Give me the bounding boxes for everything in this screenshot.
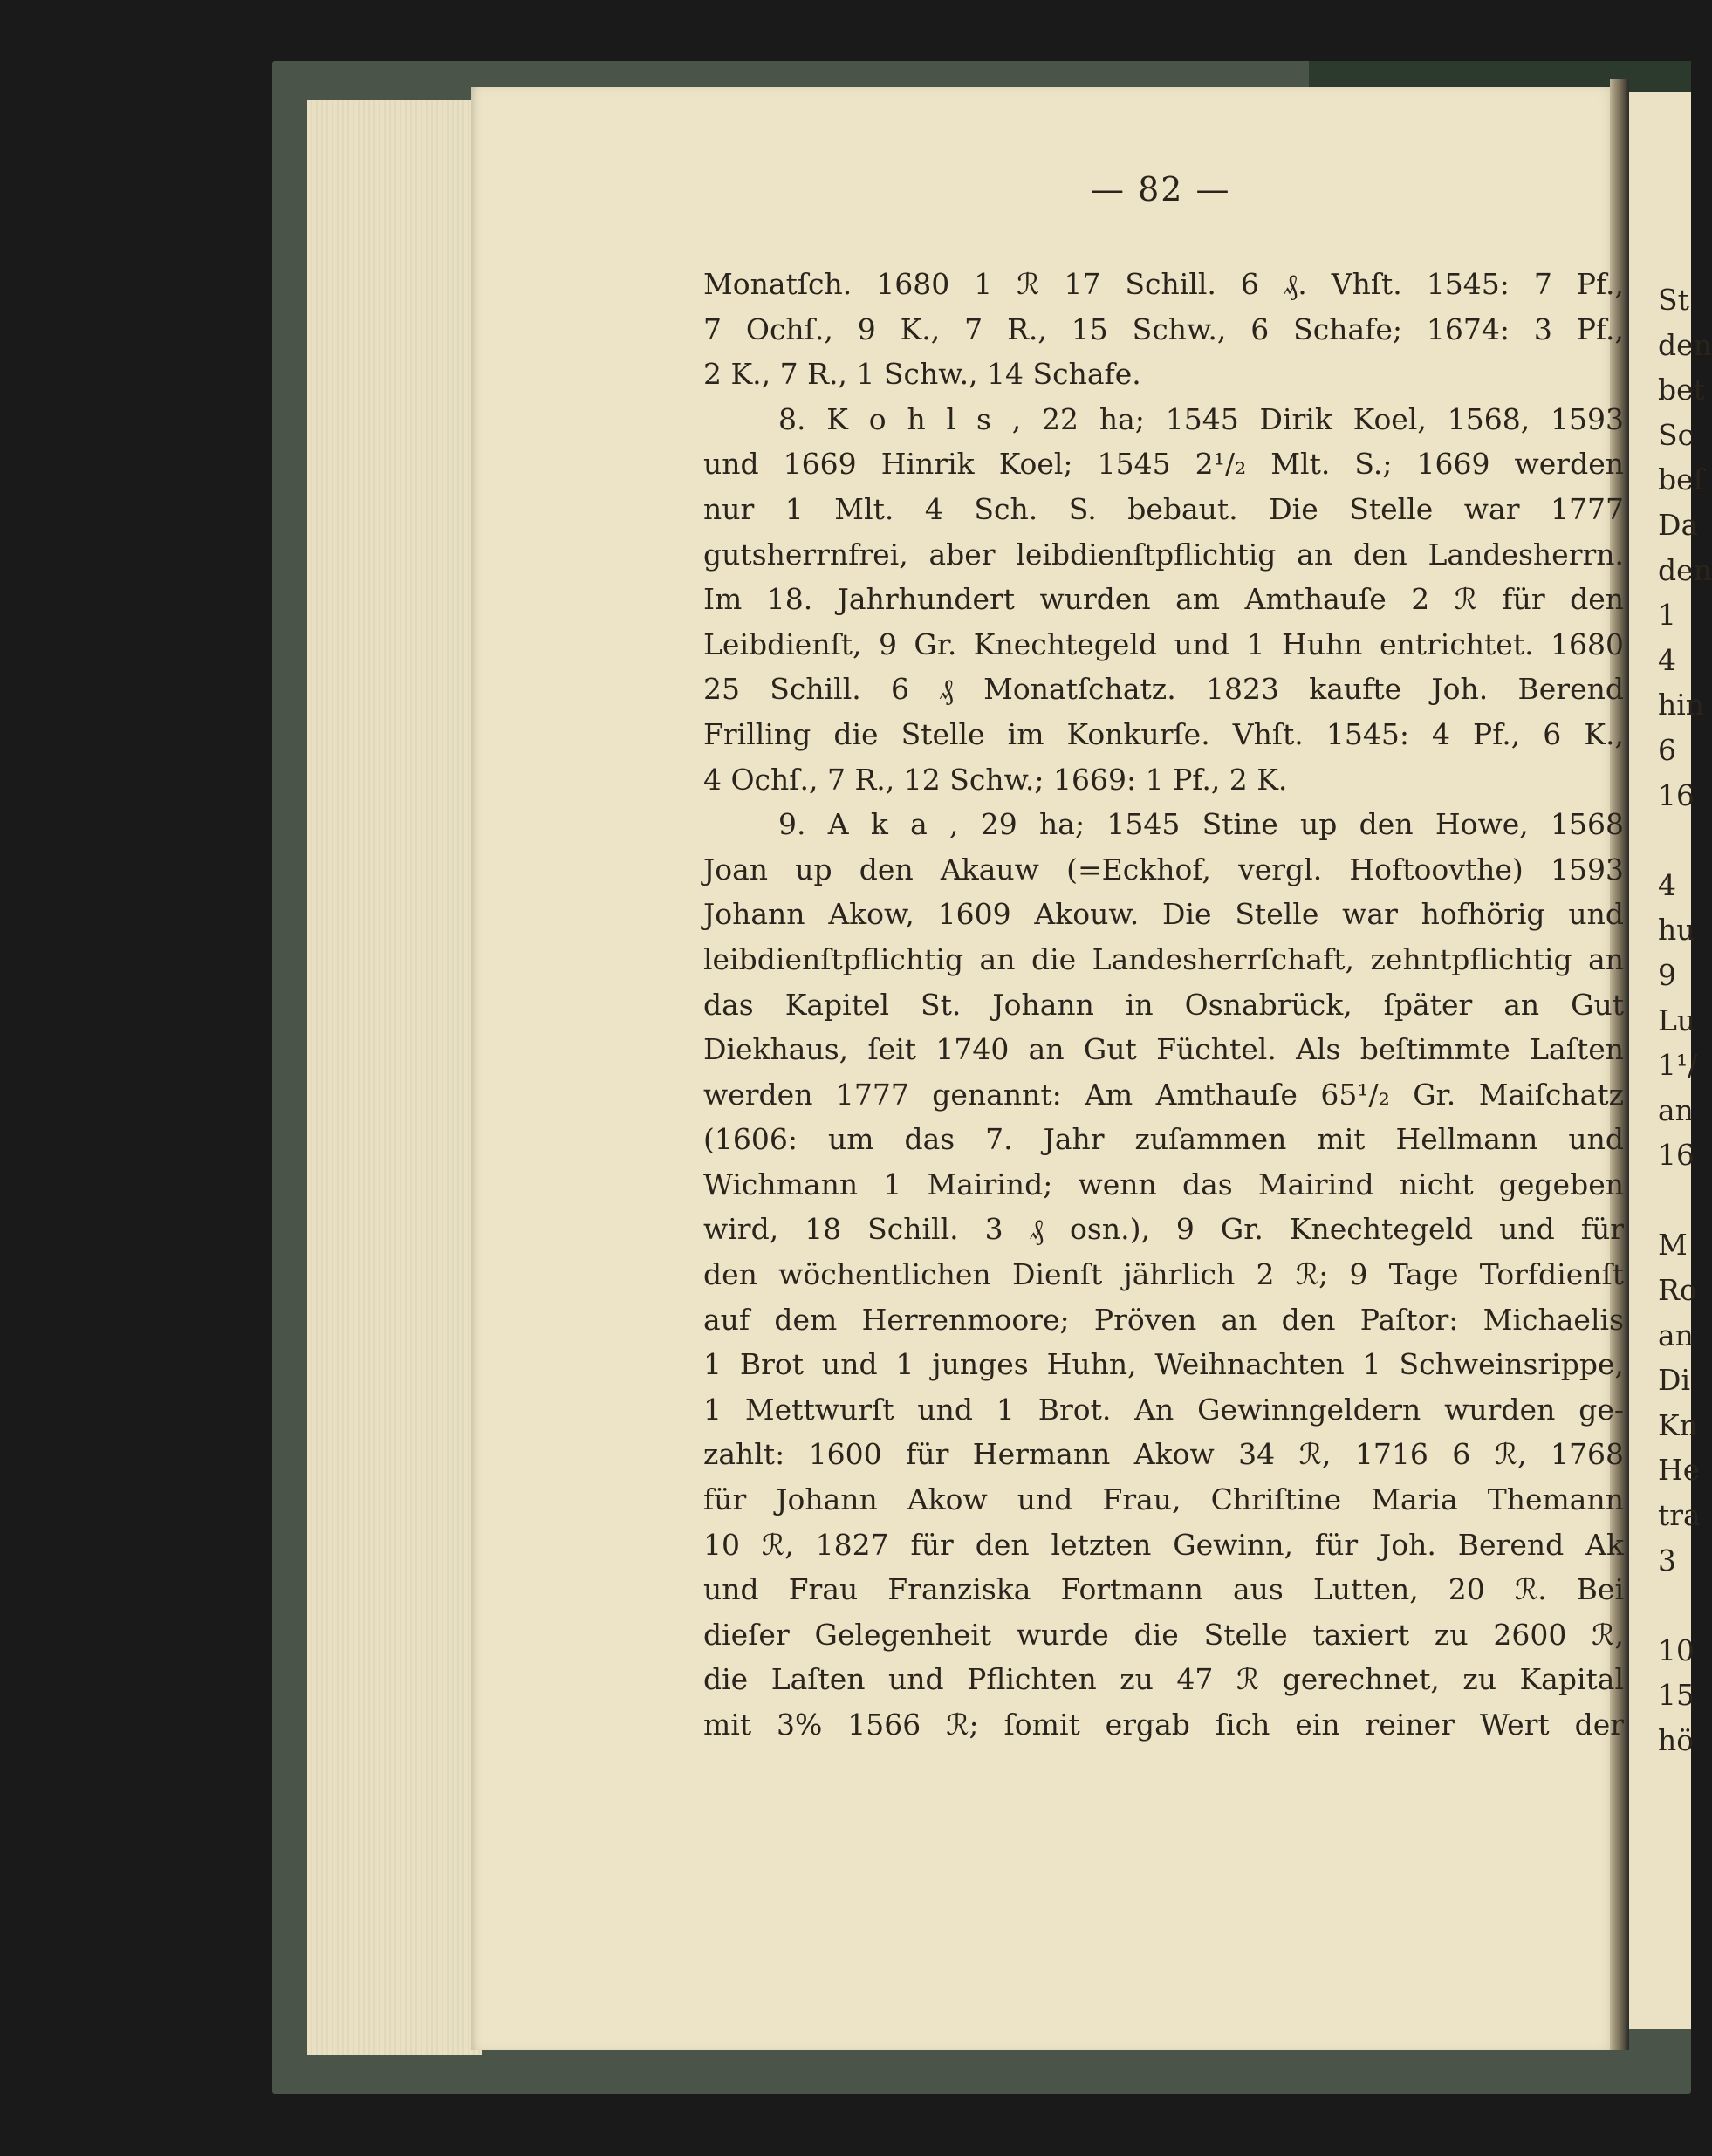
facing-line-fragment: Di (1658, 1363, 1691, 1398)
facing-line-fragment: 10 (1658, 1632, 1695, 1667)
facing-line-fragment: 16 (1658, 777, 1695, 812)
facing-line-fragment: hu (1658, 913, 1695, 948)
text-line: Wichmann 1 Mairind; wenn das Mairind nicht gegeben (703, 1167, 1624, 1201)
text-line: Diekhaus, ſeit 1740 an Gut Füchtel. Als beſtimmte Laſten (703, 1032, 1624, 1067)
facing-line-fragment: 1 (1658, 598, 1676, 633)
text-line: Joan up den Akauw (=Eckhof, vergl. Hoftoovthe) 1593 (703, 852, 1624, 886)
facing-line-fragment: 6 (1658, 732, 1676, 767)
facing-line-fragment: an (1658, 1092, 1694, 1127)
text-line: 9. A k a , 29 ha; 1545 Stine up den Howe, 1568 (778, 807, 1624, 842)
text-line: leibdienſtpflichtig an die Landesherrſchaft, zehntpflichtig an (703, 941, 1624, 976)
text-line: für Johann Akow und Frau, Chriſtine Maria Themann (703, 1482, 1624, 1517)
facing-line-fragment: 3 (1658, 1543, 1676, 1578)
text-line: Im 18. Jahrhundert wurden am Amthauſe 2 ℛ für den (703, 582, 1624, 617)
text-line: mit 3% 1566 ℛ; ſomit ergab ſich ein reiner Wert der (703, 1708, 1624, 1742)
facing-line-fragment: den (1658, 327, 1712, 362)
facing-line-fragment: He (1658, 1453, 1701, 1488)
facing-line-fragment: den (1658, 552, 1712, 587)
text-line: zahlt: 1600 für Hermann Akow 34 ℛ, 1716 6 ℛ, 1768 (703, 1437, 1624, 1472)
text-line: dieſer Gelegenheit wurde die Stelle taxiert zu 2600 ℛ, (703, 1617, 1624, 1652)
text-line: werden 1777 genannt: Am Amthauſe 65¹/₂ Gr. Maiſchatz (703, 1077, 1624, 1112)
text-line: Monatſch. 1680 1 ℛ 17 Schill. 6 ₰. Vhſt. 1545: 7 Pf., (703, 267, 1624, 301)
facing-line-fragment (1658, 1178, 1710, 1223)
facing-page-text (1658, 277, 1710, 1763)
text-line: 2 K., 7 R., 1 Schw., 14 Schafe. (703, 357, 1141, 392)
text-line: und Frau Franziska Fortmann aus Lutten, 20 ℛ. Bei (703, 1572, 1624, 1607)
text-line: den wöchentlichen Dienſt jährlich 2 ℛ; 9 Tage Torfdienſt (703, 1257, 1624, 1292)
facing-line-fragment: tra (1658, 1498, 1701, 1533)
text-line: auf dem Herrenmoore; Pröven an den Paſtor: Michaelis (703, 1302, 1624, 1337)
facing-line-fragment: Lu (1658, 1003, 1696, 1037)
text-line: 25 Schill. 6 ₰ Monatſchatz. 1823 kaufte Joh. Berend (703, 672, 1624, 707)
facing-line-fragment: an (1658, 1318, 1694, 1352)
text-line: die Laſten und Pflichten zu 47 ℛ gerechnet, zu Kapital (703, 1662, 1624, 1697)
text-line: Frilling die Stelle im Konkurſe. Vhſt. 1545: 4 Pf., 6 K., (703, 716, 1624, 751)
facing-line-fragment: bet (1658, 373, 1705, 407)
facing-line-fragment: Kn (1658, 1407, 1698, 1442)
facing-line-fragment: 1¹/ (1658, 1048, 1698, 1083)
page-number: — 82 — (1091, 170, 1231, 209)
text-line: (1606: um das 7. Jahr zuſammen mit Hellmann und (703, 1122, 1624, 1157)
text-line: 1 Mettwurſt und 1 Brot. An Gewinngeldern wurden ge- (703, 1392, 1624, 1427)
facing-line-fragment: 9 (1658, 957, 1676, 992)
text-line: 8. K o h l s , 22 ha; 1545 Dirik Koel, 1568, 1593 (778, 401, 1624, 436)
text-line: 10 ℛ, 1827 für den letzten Gewinn, für Joh. Berend Ak (703, 1527, 1624, 1562)
facing-line-fragment: Sc (1658, 417, 1695, 452)
facing-line-fragment: 16 (1658, 1138, 1695, 1173)
text-line: 1 Brot und 1 junges Huhn, Weihnachten 1 Schweinsrippe, (703, 1347, 1624, 1382)
facing-line-fragment: hin (1658, 688, 1705, 722)
facing-line-fragment: 4 (1658, 642, 1676, 677)
text-line: das Kapitel St. Johann in Osnabrück, ſpäter an Gut (703, 987, 1624, 1022)
facing-line-fragment: beſ (1658, 462, 1704, 497)
text-line: Johann Akow, 1609 Akouw. Die Stelle war hofhörig und (703, 897, 1624, 932)
facing-line-fragment (1658, 818, 1710, 863)
text-line: 4 Ochſ., 7 R., 12 Schw.; 1669: 1 Pf., 2 K. (703, 762, 1288, 797)
facing-line-fragment: 15 (1658, 1678, 1695, 1713)
facing-line-fragment: Ro (1658, 1273, 1697, 1308)
body-text (703, 262, 1624, 1748)
page-edges (307, 100, 482, 2055)
text-line: und 1669 Hinrik Koel; 1545 2¹/₂ Mlt. S.; 1669 werden (703, 447, 1624, 482)
facing-line-fragment: Da (1658, 507, 1699, 542)
text-line: Leibdienſt, 9 Gr. Knechtegeld und 1 Huhn entrichtet. 1680 (703, 626, 1624, 661)
text-line: gutsherrnfrei, aber leibdienſtpflichtig an den Landesherrn. (703, 537, 1624, 572)
text-line: 7 Ochſ., 9 K., 7 R., 15 Schw., 6 Schafe; 1674: 3 Pf., (703, 311, 1624, 346)
text-line: nur 1 Mlt. 4 Sch. S. bebaut. Die Stelle war 1777 (703, 491, 1624, 526)
text-line: wird, 18 Schill. 3 ₰ osn.), 9 Gr. Knechtegeld und für (703, 1212, 1624, 1247)
facing-line-fragment: hö (1658, 1723, 1695, 1757)
facing-line-fragment (1658, 1583, 1710, 1628)
facing-line-fragment: 4 (1658, 867, 1676, 902)
facing-line-fragment: M (1658, 1228, 1688, 1263)
facing-line-fragment: St (1658, 283, 1689, 317)
